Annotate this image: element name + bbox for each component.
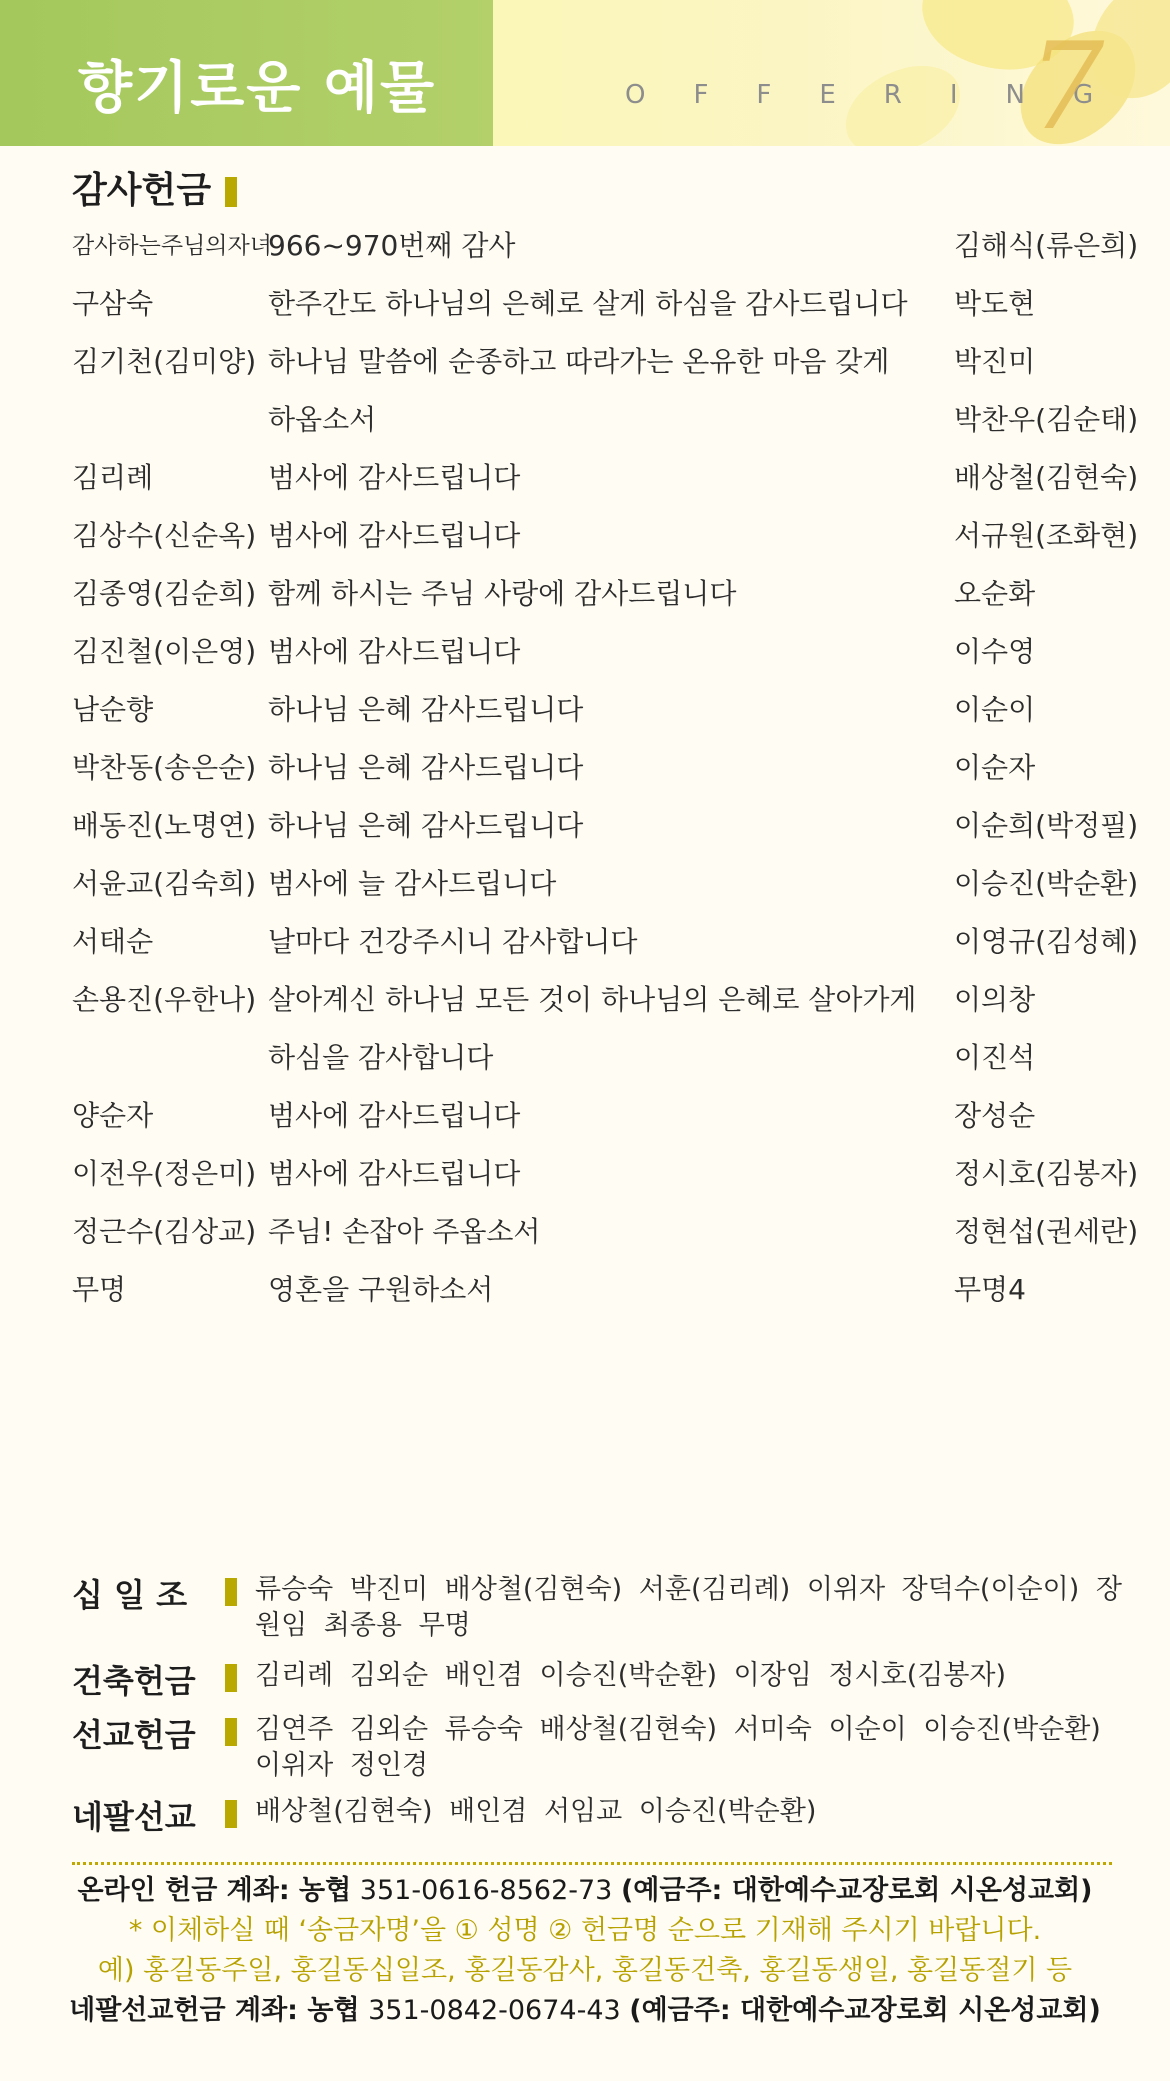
header-number: 7 xyxy=(1028,18,1105,157)
thanks-list xyxy=(0,214,1170,1316)
thanks-message: 범사에 감사드립니다 xyxy=(268,1099,521,1132)
thanks-row xyxy=(0,968,1170,1026)
thanks-message: 하심을 감사합니다 xyxy=(268,1041,494,1074)
thanks-message: 966~970번째 감사 xyxy=(268,229,516,262)
giver-name: 김기천(김미양) xyxy=(72,345,257,378)
thanks-row xyxy=(0,620,1170,678)
thanks-row xyxy=(0,1026,1170,1084)
giver-name-right: 박찬우(김순태) xyxy=(954,403,1139,436)
nepal-account-line xyxy=(0,1988,1170,2027)
thanks-row xyxy=(0,330,1170,388)
nepal-account-label: 네팔선교헌금 계좌: 농협 xyxy=(69,1995,360,2026)
thanks-row xyxy=(0,446,1170,504)
thanks-message: 범사에 감사드립니다 xyxy=(268,461,521,494)
thanks-message: 하나님 은혜 감사드립니다 xyxy=(268,809,584,842)
giver-name-right: 정현섭(권세란) xyxy=(954,1215,1139,1248)
header-subtitle: OFFERING xyxy=(625,80,1142,110)
thanks-row xyxy=(0,272,1170,330)
header-banner xyxy=(0,0,1170,157)
online-account-label: 온라인 헌금 계좌: 농협 xyxy=(77,1875,352,1906)
giver-name: 남순향 xyxy=(72,693,154,726)
thanks-message: 주님! 손잡아 주옵소서 xyxy=(268,1215,541,1248)
thanks-row xyxy=(0,214,1170,272)
building-label: 건축헌금 xyxy=(72,1662,196,1700)
giver-name-right: 이순이 xyxy=(954,693,1036,726)
thanks-message: 하나님 은혜 감사드립니다 xyxy=(268,751,584,784)
section-marker xyxy=(225,177,237,207)
thanks-row xyxy=(0,910,1170,968)
tithe-label: 십 일 조 xyxy=(72,1576,188,1614)
thanks-row xyxy=(0,794,1170,852)
giver-name-right: 서규원(조화현) xyxy=(954,519,1139,552)
giver-name: 정근수(김상교) xyxy=(72,1215,257,1248)
giver-name: 구삼숙 xyxy=(72,287,154,320)
thanks-message: 범사에 늘 감사드립니다 xyxy=(268,867,557,900)
thanks-row xyxy=(0,388,1170,446)
thanks-row xyxy=(0,1084,1170,1142)
giver-name-right: 무명4 xyxy=(954,1273,1026,1306)
section-marker xyxy=(225,1664,237,1692)
thanks-row xyxy=(0,1200,1170,1258)
building-names: 김리례 김외순 배인겸 이승진(박순환) 이장임 정시호(김봉자) xyxy=(255,1660,1007,1691)
section-marker xyxy=(225,1800,237,1828)
giver-name: 서태순 xyxy=(72,925,154,958)
section-marker xyxy=(225,1578,237,1606)
thanks-message: 하나님 은혜 감사드립니다 xyxy=(268,693,584,726)
header-green-panel xyxy=(0,0,493,146)
giver-name: 김종영(김순희) xyxy=(72,577,257,610)
thanks-message: 하나님 말씀에 순종하고 따라가는 온유한 마음 갖게 xyxy=(268,345,890,378)
giver-name: 배동진(노명연) xyxy=(72,809,257,842)
giver-name-right: 오순화 xyxy=(954,577,1036,610)
giver-name-right: 이영규(김성혜) xyxy=(954,925,1139,958)
mission-label: 선교헌금 xyxy=(72,1716,196,1754)
section-marker xyxy=(225,1718,237,1746)
thanks-message: 함께 하시는 주님 사랑에 감사드립니다 xyxy=(268,577,737,610)
thanks-message: 날마다 건강주시니 감사합니다 xyxy=(268,925,638,958)
online-account-number: 351-0616-8562-73 xyxy=(351,1875,621,1906)
giver-name: 감사하는주님의자녀 xyxy=(72,233,272,259)
giver-name: 양순자 xyxy=(72,1099,154,1132)
giver-name-right: 박도현 xyxy=(954,287,1036,320)
thanks-row xyxy=(0,852,1170,910)
nepal-account-holder: (예금주: 대한예수교장로회 시온성교회) xyxy=(629,1995,1101,2026)
thanks-message: 범사에 감사드립니다 xyxy=(268,1157,521,1190)
thanks-message: 한주간도 하나님의 은혜로 살게 하심을 감사드립니다 xyxy=(268,287,908,320)
thanks-row xyxy=(0,562,1170,620)
thanks-section-title xyxy=(72,162,237,213)
thanks-row xyxy=(0,1258,1170,1316)
thanks-message: 하옵소서 xyxy=(268,403,377,436)
giver-name: 손용진(우한나) xyxy=(72,983,257,1016)
thanks-message: 영혼을 구원하소서 xyxy=(268,1273,494,1306)
thanks-row xyxy=(0,504,1170,562)
giver-name-right: 이진석 xyxy=(954,1041,1036,1074)
divider xyxy=(72,1862,1112,1865)
nepal-account-number: 351-0842-0674-43 xyxy=(359,1995,630,2026)
transfer-instruction: * 이체하실 때 ‘송금자명’을 ① 성명 ② 헌금명 순으로 기재해 주시기 바랍니다. xyxy=(128,1915,1042,1946)
online-account-line xyxy=(0,1868,1170,1907)
thanks-row xyxy=(0,736,1170,794)
giver-name-right: 이의창 xyxy=(954,983,1036,1016)
giver-name-right: 정시호(김봉자) xyxy=(954,1157,1139,1190)
giver-name-right: 이수영 xyxy=(954,635,1036,668)
giver-name-right: 이승진(박순환) xyxy=(954,867,1139,900)
giver-name: 박찬동(송은순) xyxy=(72,751,257,784)
mission-names: 김연주 김외순 류승숙 배상철(김현숙) 서미숙 이순이 이승진(박순환) 이위자 정인경 xyxy=(255,1714,1101,1781)
giver-name: 무명 xyxy=(72,1273,127,1306)
transfer-example: 예) 홍길동주일, 홍길동십일조, 홍길동감사, 홍길동건축, 홍길동생일, 홍길동절기 등 xyxy=(97,1955,1073,1986)
giver-name-right: 김해식(류은희) xyxy=(954,229,1139,262)
thanks-message: 살아계신 하나님 모든 것이 하나님의 은혜로 살아가게 xyxy=(268,983,917,1016)
nepal-names: 배상철(김현숙) 배인겸 서임교 이승진(박순환) xyxy=(255,1796,817,1827)
thanks-row xyxy=(0,1142,1170,1200)
thanks-message: 범사에 감사드립니다 xyxy=(268,635,521,668)
giver-name-right: 장성순 xyxy=(954,1099,1036,1132)
giver-name: 김상수(신순옥) xyxy=(72,519,257,552)
online-account-holder: (예금주: 대한예수교장로회 시온성교회) xyxy=(620,1875,1093,1906)
nepal-label: 네팔선교 xyxy=(72,1798,196,1836)
giver-name-right: 이순자 xyxy=(954,751,1036,784)
giver-name-right: 박진미 xyxy=(954,345,1036,378)
page-title: 향기로운 예물 xyxy=(78,56,437,121)
giver-name: 이전우(정은미) xyxy=(72,1157,257,1190)
giver-name-right: 배상철(김현숙) xyxy=(954,461,1139,494)
thanks-row xyxy=(0,678,1170,736)
tithe-names: 류승숙 박진미 배상철(김현숙) 서훈(김리례) 이위자 장덕수(이순이) 장원임 최종용 무명 xyxy=(255,1574,1122,1641)
giver-name: 서윤교(김숙희) xyxy=(72,867,257,900)
thanks-section-label: 감사헌금 xyxy=(72,170,212,211)
giver-name: 김리례 xyxy=(72,461,154,494)
giver-name-right: 이순희(박정필) xyxy=(954,809,1139,842)
giver-name: 김진철(이은영) xyxy=(72,635,257,668)
thanks-message: 범사에 감사드립니다 xyxy=(268,519,521,552)
